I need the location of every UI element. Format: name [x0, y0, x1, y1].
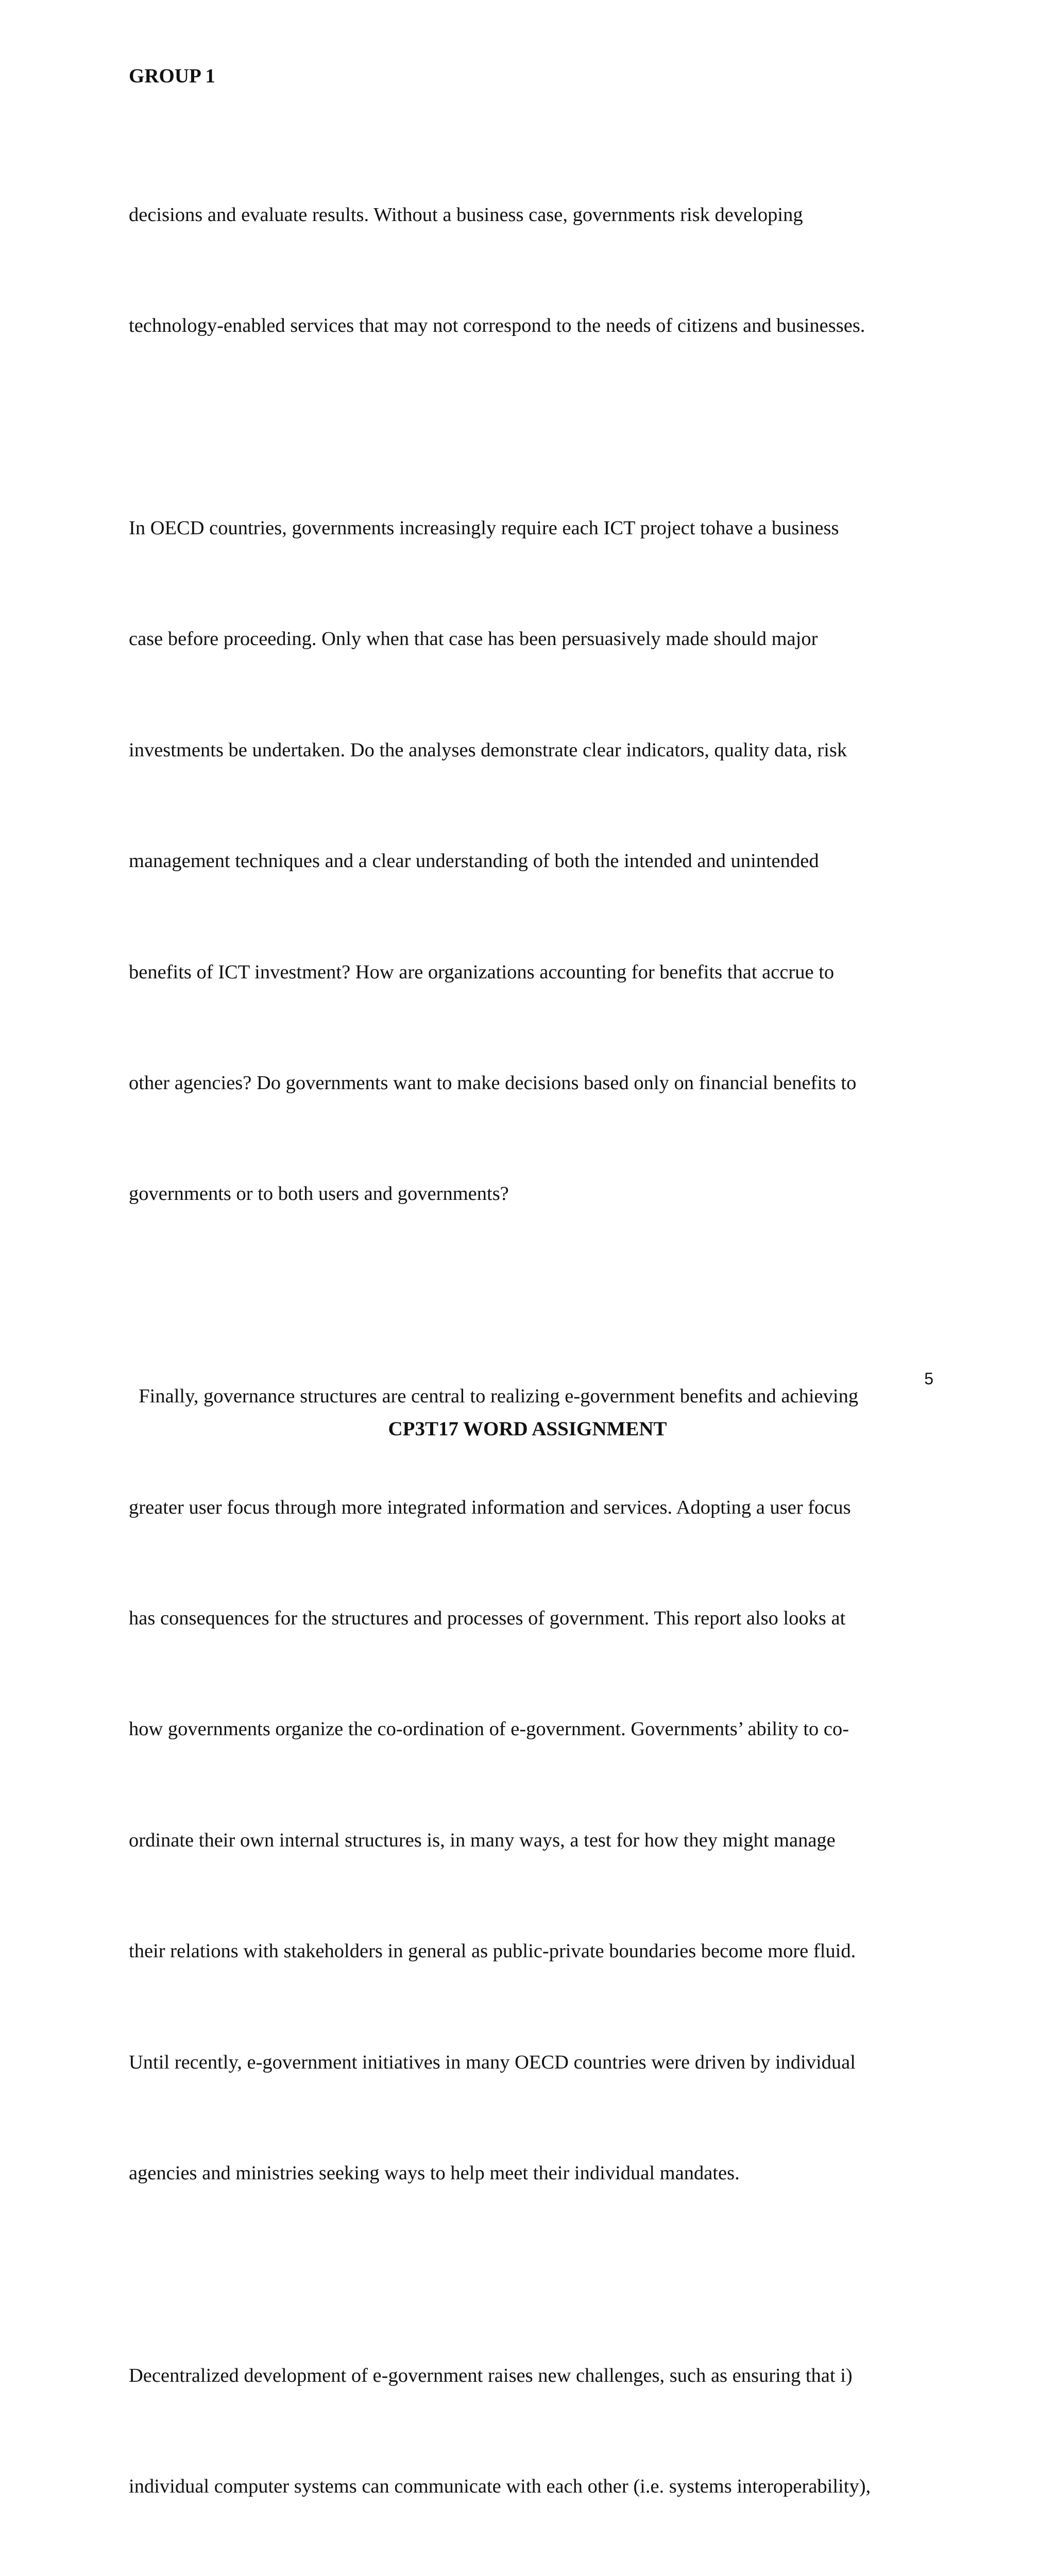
- page-footer: CP3T17 WORD ASSIGNMENT: [388, 1418, 667, 1440]
- paragraph: [129, 2283, 933, 2576]
- text-line: agencies and ministries seeking ways to help meet their individual mandates.: [129, 2162, 740, 2184]
- text-line: Decentralized development of e-government raises new challenges, such as ensuring that i): [129, 2365, 853, 2387]
- text-line: case before proceeding. Only when that case has been persuasively made should major: [129, 628, 818, 650]
- text-line: Finally, governance structures are central to realizing e-government benefits and achieving: [129, 1385, 859, 1408]
- text-line: In OECD countries, governments increasingly require each ICT project tohave a business: [129, 517, 839, 539]
- paragraph: [129, 436, 933, 1286]
- body-text: [129, 123, 933, 2576]
- text-line: benefits of ICT investment? How are organizations accounting for benefits that accrue to: [129, 961, 835, 983]
- text-line: has consequences for the structures and processes of government. This report also looks at: [129, 1607, 846, 1630]
- text-line: Until recently, e-government initiatives in many OECD countries were driven by individual: [129, 2051, 856, 2073]
- text-line: investments be undertaken. Do the analyses demonstrate clear indicators, quality data, risk: [129, 739, 847, 761]
- text-line: decisions and evaluate results. Without a business case, governments risk developing: [129, 204, 803, 226]
- text-line: greater user focus through more integrated information and services. Adopting a user focus: [129, 1496, 851, 1518]
- page-header: GROUP 1: [129, 65, 215, 87]
- text-line: management techniques and a clear understanding of both the intended and unintended: [129, 850, 819, 872]
- text-line: their relations with stakeholders in general as public-private boundaries become more fluid.: [129, 1940, 856, 1962]
- text-line: other agencies? Do governments want to make decisions based only on financial benefits to: [129, 1072, 857, 1094]
- text-line: individual computer systems can communicate with each other (i.e. systems interoperability),: [129, 2476, 871, 2498]
- paragraph: [129, 1304, 933, 2266]
- text-line: governments or to both users and governments?: [129, 1183, 509, 1205]
- text-line: how governments organize the co-ordination of e-government. Governments’ ability to co-: [129, 1718, 849, 1740]
- page-number: 5: [924, 1369, 933, 1388]
- text-line: technology-enabled services that may not correspond to the needs of citizens and businesses.: [129, 314, 865, 336]
- text-line: ordinate their own internal structures is, in many ways, a test for how they might manage: [129, 1829, 836, 1851]
- paragraph: [129, 123, 933, 418]
